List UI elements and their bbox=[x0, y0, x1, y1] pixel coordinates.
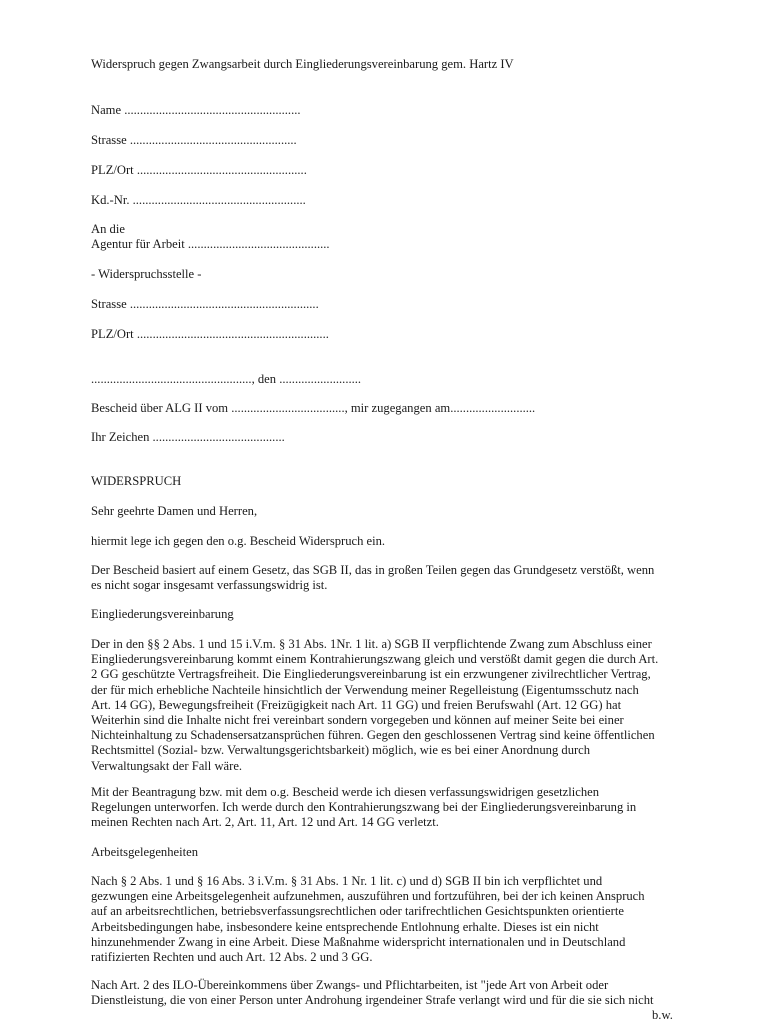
street-field-line: Strasse ..................................................... bbox=[91, 133, 297, 147]
salutation: Sehr geehrte Damen und Herren, bbox=[91, 504, 258, 518]
document-title: Widerspruch gegen Zwangsarbeit durch Eingliederungsvereinbarung gem. Hartz IV bbox=[91, 57, 514, 71]
paragraph-work-opportunities: Nach § 2 Abs. 1 und § 16 Abs. 3 i.V.m. § 31 Abs. 1 Nr. 1 lit. c) und d) SGB II bin ich verpflichtet und gezwungen eine Arbeitsgelegenheit aufzunehmen, auszuführen und fortzuführen, bei der ich keinen Anspruch auf an arbeitsrechtlichen, betriebsverfassungsrechtlichen oder tarifrechtlichen Gesichtspunkten orientierte Arbeitsbedingungen habe, insbesondere keine entsprechende Entlohnung erhalte. Dieses ist ein nicht hinzunehmender Zwang in eine Arbeit. Diese Maßnahme widerspricht internationalen und in Deutschland ratifizierten Rechten und auch Art. 12 Abs. 2 und 3 GG. bbox=[91, 874, 645, 965]
reference-sign-line: Ihr Zeichen .......................................... bbox=[91, 430, 285, 444]
recipient-label: An die bbox=[91, 222, 125, 236]
section-heading-work-opportunities: Arbeitsgelegenheiten bbox=[91, 845, 199, 859]
intro-sentence: hiermit lege ich gegen den o.g. Bescheid Widerspruch ein. bbox=[91, 534, 386, 548]
objection-heading: WIDERSPRUCH bbox=[91, 474, 182, 488]
paragraph-constitutional-violation: Mit der Beantragung bzw. mit dem o.g. Bescheid werde ich diesen verfassungswidrigen gesetzlichen Regelungen unterworfen. Ich werde durch den Kontrahierungszwang bei der Eingliederungsvereinbarung in meinen Rechten nach Art. 2, Art. 11, Art. 12 und Art. 14 GG verletzt. bbox=[91, 785, 637, 830]
paragraph-basis: Der Bescheid basiert auf einem Gesetz, das SGB II, das in großen Teilen gegen das Grundgesetz verstößt, wenn es nicht sogar insgesamt verfassungswidrig ist. bbox=[91, 563, 655, 593]
paragraph-integration-agreement: Der in den §§ 2 Abs. 1 und 15 i.V.m. § 31 Abs. 1Nr. 1 lit. a) SGB II verpflichtende Zwang zum Abschluss einer Eingliederungsvereinbarung kommt einem Kontrahierungszwang gleich und verstößt damit gegen die durch Art. 2 GG geschützte Vertragsfreiheit. Die Eingliederungsvereinbarung ist ein erzwungener zivilrechtlicher Vertrag, der für mich erhebliche Nachteile hinsichtlich der Verwendung meiner Regelleistung (Eigentumsschutz nach Art. 14 GG), Bewegungsfreiheit (Freizügigkeit nach Art. 11 GG) und freien Berufswahl (Art. 12 GG) hat Weiterhin sind die Inhalte nicht frei vereinbart sondern vorgegeben und können auf meiner Seite bei einer Nichteinhaltung zu Schadensersatzansprüchen führen. Gegen den geschlossenen Vertrag sind keine öffentlichen Rechtsmittel (Sozial- bzw. Verwaltungsgerichtsbarkeit) möglich, wie es bei einer Anordnung durch Verwaltungsakt der Fall wäre. bbox=[91, 637, 659, 773]
page-turn-note: b.w. bbox=[652, 1008, 673, 1022]
name-field-line: Name ........................................................ bbox=[91, 103, 301, 117]
recipient-agency-line: Agentur für Arbeit ............................................. bbox=[91, 237, 330, 251]
section-heading-integration-agreement: Eingliederungsvereinbarung bbox=[91, 607, 234, 621]
paragraph-ilo-convention: Nach Art. 2 des ILO-Übereinkommens über Zwangs- und Pflichtarbeiten, ist "jede Art von Arbeit oder Dienstleistung, die von einer Person unter Androhung irgendeiner Strafe verlangt wird und für die sie sich nicht bbox=[91, 978, 654, 1008]
recipient-street-line: Strasse ............................................................ bbox=[91, 297, 319, 311]
postcode-city-field-line: PLZ/Ort ...................................................... bbox=[91, 163, 307, 177]
place-date-line: ..................................................., den .......................... bbox=[91, 372, 362, 386]
notice-reference-line: Bescheid über ALG II vom ...................................., mir zugegangen am........................... bbox=[91, 401, 536, 415]
customer-number-field-line: Kd.-Nr. ....................................................... bbox=[91, 193, 306, 207]
recipient-department: - Widerspruchsstelle - bbox=[91, 267, 202, 281]
recipient-postcode-city-line: PLZ/Ort ............................................................. bbox=[91, 327, 329, 341]
